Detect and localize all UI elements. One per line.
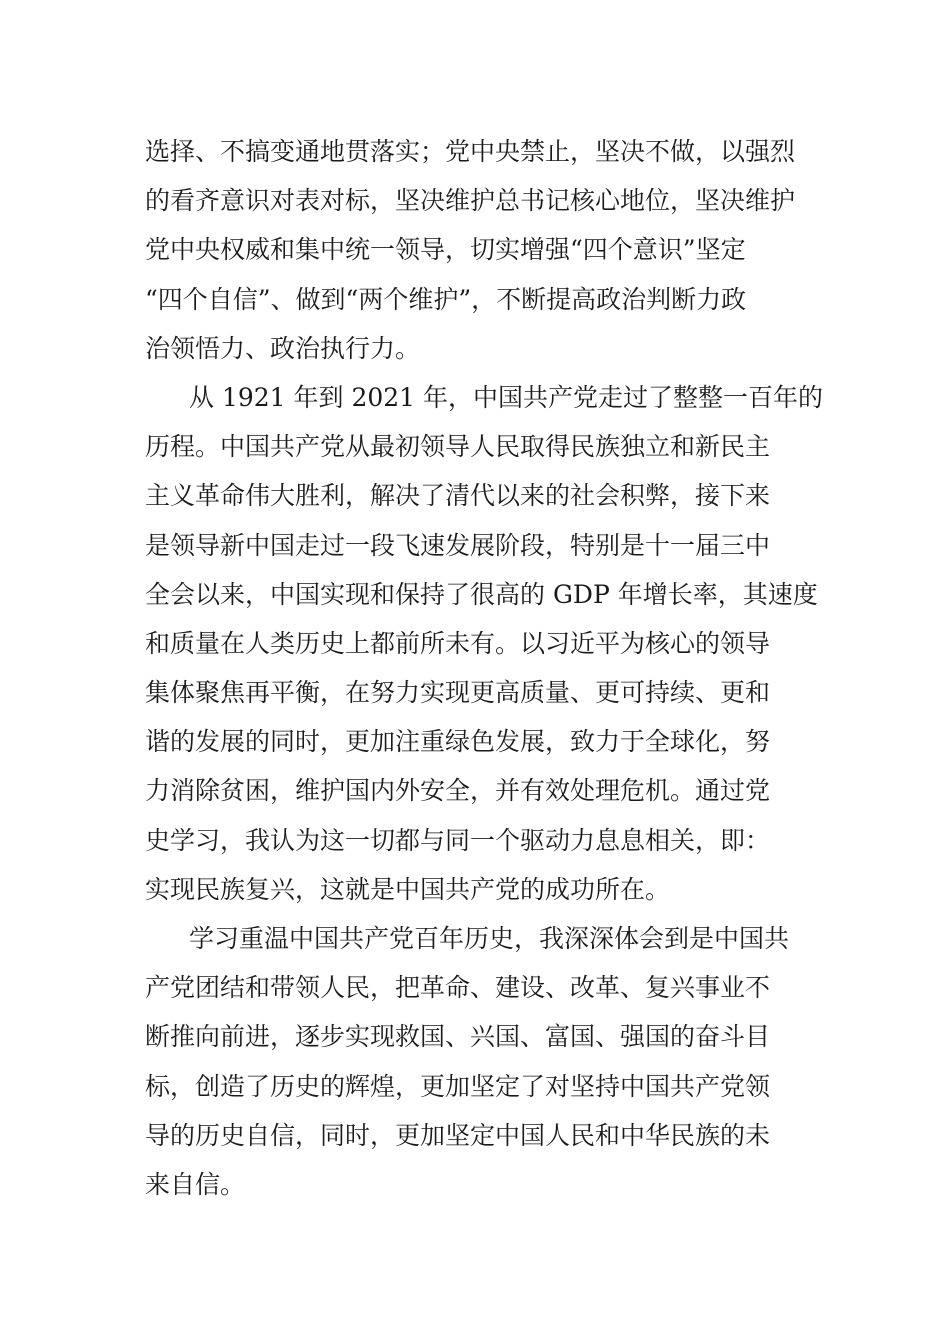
text-line: 全会以来，中国实现和保持了很高的 GDP 年增长率，其速度	[145, 579, 818, 609]
text-line: 主义革命伟大胜利，解决了清代以来的社会积弊，接下来	[145, 481, 771, 511]
paragraph-2	[145, 373, 825, 914]
text-line: “四个自信”、做到“两个维护”，不断提高政治判断力政	[145, 284, 747, 314]
text-line: 力消除贫困，维护国内外安全，并有效处理危机。通过党	[145, 776, 771, 806]
text-line: 产党团结和带领人民，把革命、建设、改革、复兴事业不	[145, 973, 771, 1003]
document-body	[145, 127, 825, 1209]
text-line: 党中央权威和集中统一领导，切实增强“四个意识”坚定	[145, 235, 746, 265]
text-line: 是领导新中国走过一段飞速发展阶段，特别是十一届三中	[145, 530, 771, 560]
text-line: 谐的发展的同时，更加注重绿色发展，致力于全球化，努	[145, 727, 771, 757]
text-line-first: 从 1921 年到 2021 年，中国共产党走过了整整一百年的	[189, 382, 824, 412]
text-line: 实现民族复兴，这就是中国共产党的成功所在。	[145, 874, 671, 904]
text-line: 标，创造了历史的辉煌，更加坚定了对坚持中国共产党领	[145, 1071, 771, 1101]
text-line: 导的历史自信，同时，更加坚定中国人民和中华民族的未	[145, 1120, 771, 1150]
text-line: 历程。中国共产党从最初领导人民取得民族独立和新民主	[145, 432, 771, 462]
text-line-first: 学习重温中国共产党百年历史，我深深体会到是中国共	[189, 924, 790, 953]
text-line: 治领悟力、政治执行力。	[145, 333, 421, 363]
text-line: 来自信。	[145, 1169, 246, 1199]
paragraph-3	[145, 914, 825, 1209]
text-line: 和质量在人类历史上都前所未有。以习近平为核心的领导	[145, 628, 771, 658]
text-line: 断推向前进，逐步实现救国、兴国、富国、强国的奋斗目	[145, 1022, 771, 1052]
text-line: 集体聚焦再平衡，在努力实现更高质量、更可持续、更和	[145, 678, 771, 708]
text-line: 的看齐意识对表对标，坚决维护总书记核心地位，坚决维护	[145, 186, 796, 216]
text-line: 选择、不搞变通地贯落实；党中央禁止，坚决不做，以强烈	[145, 137, 796, 166]
text-line: 史学习，我认为这一切都与同一个驱动力息息相关，即：	[145, 825, 771, 855]
paragraph-1	[145, 127, 825, 373]
